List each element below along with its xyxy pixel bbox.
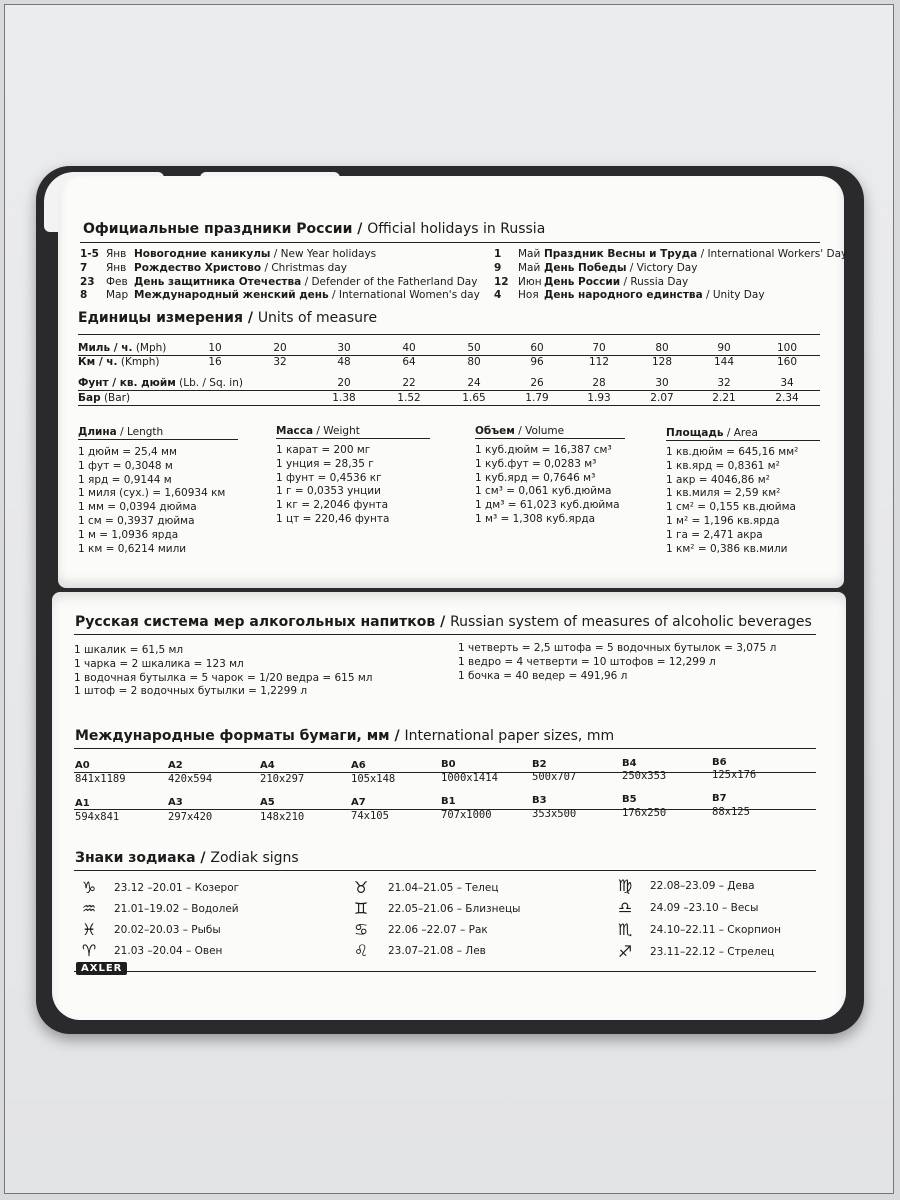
divider [74, 870, 816, 871]
bar-value: 1.38 [332, 392, 356, 404]
divider [276, 438, 430, 439]
mass-item: 1 унция = 28,35 г [276, 457, 374, 470]
paper-size-label: A6 [351, 760, 366, 771]
holiday-row: 12 Июн День России / Russia Day [494, 275, 689, 288]
alcohol-item: 1 четверть = 2,5 штофа = 5 водочных бутылок = 3,075 л [458, 642, 777, 654]
paper-size-label: A7 [351, 797, 366, 808]
zodiac-item: 22.05–21.06 – Близнецы [388, 903, 521, 915]
mph-value: 60 [530, 342, 544, 354]
holidays-title: Официальные праздники России / Official holidays in Russia [83, 221, 546, 237]
psi-value: 30 [655, 377, 669, 389]
paper-size-label: B7 [712, 793, 727, 804]
divider [80, 242, 820, 243]
divider [475, 438, 625, 439]
zodiac-title: Знаки зодиака / Zodiak signs [75, 850, 299, 866]
area-item: 1 кв.дюйм = 645,16 мм² [666, 446, 799, 458]
holidays-left-list [80, 248, 480, 303]
alcohol-right-list [458, 642, 776, 683]
length-item: 1 миля (сух.) = 1,60934 км [78, 487, 226, 500]
zodiac-item: 23.07–21.08 – Лев [388, 945, 486, 957]
divider [78, 334, 820, 335]
area-title: Площадь / Area [666, 427, 758, 439]
bar-value: 1.79 [525, 392, 549, 404]
volume-item: 1 см³ = 0,061 куб.дюйма [475, 485, 612, 498]
paper-size-value: 250x353 [622, 770, 667, 782]
virgo-icon: ♍ [617, 876, 633, 895]
paper-size-value: 88x125 [712, 806, 750, 818]
paper-size-value: 148x210 [260, 811, 305, 823]
mph-value: 50 [467, 342, 481, 354]
kmh-value: 32 [273, 356, 287, 368]
kmh-value: 160 [776, 356, 798, 368]
kmh-value: 144 [713, 356, 735, 368]
zodiac-item: 22.06 –22.07 – Рак [388, 924, 488, 936]
holiday-row: 1-5 Янв Новогодние каникулы / New Year holidays [80, 248, 377, 260]
kmh-value: 16 [208, 356, 222, 368]
area-list [666, 446, 798, 556]
psi-value: 32 [717, 377, 731, 389]
divider [78, 439, 238, 440]
kmh-value: 64 [402, 356, 416, 368]
paper-size-label: A3 [168, 797, 183, 808]
kmh-value: 48 [337, 356, 351, 368]
paper-size-value: 125x176 [712, 769, 757, 781]
mph-value: 40 [402, 342, 416, 354]
bar-label: Бар (Bar) [78, 392, 131, 404]
psi-value: 34 [780, 377, 794, 389]
capricorn-icon: ♑ [81, 878, 97, 897]
holidays-right-list [494, 248, 847, 303]
alcohol-item: 1 чарка = 2 шкалика = 123 мл [74, 657, 244, 670]
paper-size-label: A2 [168, 760, 183, 771]
paper-size-label: B6 [712, 757, 727, 768]
paper-size-value: 176x250 [622, 807, 667, 819]
kmh-value: 112 [588, 356, 610, 368]
paper-size-value: 1000x1414 [441, 772, 498, 784]
paper-size-value: 841x1189 [75, 773, 126, 785]
mph-label: Миль / ч. (Mph) [78, 342, 167, 354]
divider [78, 390, 820, 391]
area-item: 1 кв.ярд = 0,8361 м² [666, 459, 780, 472]
length-item: 1 см = 0,3937 дюйма [78, 514, 195, 527]
mass-title: Масса / Weight [276, 425, 360, 437]
alcohol-item: 1 водочная бутылка = 5 чарок = 1/20 ведра = 615 мл [74, 671, 373, 684]
paper-size-value: 210x297 [260, 773, 305, 785]
holiday-row: 1 Май Праздник Весны и Труда / International Workers' Day [494, 248, 848, 260]
psi-value: 28 [592, 377, 606, 389]
volume-item: 1 куб.дюйм = 16,387 см³ [475, 444, 612, 456]
volume-list [475, 444, 620, 527]
area-item: 1 м² = 1,196 кв.ярда [666, 514, 780, 527]
kmh-value: 128 [651, 356, 673, 368]
length-title: Длина / Length [78, 426, 164, 438]
divider [666, 440, 820, 441]
zodiac-item: 23.11–22.12 – Стрелец [650, 946, 775, 958]
mass-item: 1 г = 0,0353 унции [276, 485, 381, 498]
paper-size-value: 594x841 [75, 811, 120, 823]
psi-value: 20 [337, 377, 351, 389]
length-item: 1 фут = 0,3048 м [78, 459, 173, 472]
paper-title: Международные форматы бумаги, мм / International paper sizes, mm [75, 728, 615, 744]
zodiac-item: 21.03 –20.04 – Овен [114, 945, 223, 957]
volume-item: 1 м³ = 1,308 куб.ярда [475, 512, 596, 525]
mph-value: 20 [273, 342, 287, 354]
bar-value: 2.34 [775, 392, 799, 404]
area-item: 1 кв.миля = 2,59 км² [666, 487, 781, 500]
paper-size-label: B5 [622, 794, 637, 805]
mph-value: 100 [776, 342, 798, 354]
length-item: 1 дюйм = 25,4 мм [78, 446, 177, 458]
alcohol-title: Русская система мер алкогольных напитков / Russian system of measures of alcoholic beverages [75, 614, 812, 630]
bar-value: 2.07 [650, 392, 674, 404]
zodiac-item: 24.10–22.11 – Скорпион [650, 924, 782, 936]
taurus-icon: ♉ [353, 878, 369, 897]
bar-value: 2.21 [712, 392, 736, 404]
mass-list [276, 444, 389, 527]
bar-value: 1.65 [462, 392, 486, 404]
aquarius-icon: ♒ [81, 899, 97, 918]
psi-value: 26 [530, 377, 544, 389]
mph-value: 90 [717, 342, 731, 354]
paper-size-value: 105x148 [351, 773, 396, 785]
paper-size-label: B1 [441, 796, 456, 807]
mass-item: 1 цт = 220,46 фунта [276, 512, 390, 525]
mass-item: 1 карат = 200 мг [276, 444, 371, 456]
paper-size-label: A4 [260, 760, 275, 771]
paper-size-value: 500x707 [532, 771, 577, 783]
zodiac-item: 22.08–23.09 – Дева [650, 880, 755, 892]
mph-value: 70 [592, 342, 606, 354]
alcohol-item: 1 шкалик = 61,5 мл [74, 644, 184, 656]
mph-value: 10 [208, 342, 222, 354]
area-item: 1 акр = 4046,86 м² [666, 473, 770, 486]
divider [74, 748, 816, 749]
paper-size-label: B2 [532, 759, 547, 770]
mass-item: 1 кг = 2,2046 фунта [276, 499, 389, 512]
length-item: 1 ярд = 0,9144 м [78, 473, 172, 486]
kmh-value: 96 [530, 356, 544, 368]
paper-size-label: A5 [260, 797, 275, 808]
bottom-page [52, 592, 846, 1020]
pisces-icon: ♓ [81, 920, 97, 939]
units-title: Единицы измерения / Units of measure [78, 310, 378, 326]
divider [78, 405, 820, 406]
bar-value: 1.93 [587, 392, 611, 404]
paper-size-value: 707x1000 [441, 809, 492, 821]
volume-item: 1 куб.ярд = 0,7646 м³ [475, 471, 596, 484]
volume-item: 1 куб.фут = 0,0283 м³ [475, 457, 597, 470]
scorpio-icon: ♏ [617, 920, 633, 939]
paper-size-label: B3 [532, 795, 547, 806]
alcohol-item: 1 бочка = 40 ведер = 491,96 л [458, 669, 628, 682]
area-item: 1 см² = 0,155 кв.дюйма [666, 501, 796, 514]
cancer-icon: ♋ [353, 920, 369, 939]
divider [74, 634, 816, 635]
paper-size-value: 353x500 [532, 808, 577, 820]
length-item: 1 км = 0,6214 мили [78, 542, 187, 555]
zodiac-item: 20.02–20.03 – Рыбы [114, 924, 221, 936]
kmh-label: Км / ч. (Kmph) [78, 356, 160, 368]
alcohol-item: 1 ведро = 4 четверти = 10 штофов = 12,299 л [458, 655, 716, 668]
libra-icon: ♎ [617, 898, 633, 917]
gemini-icon: ♊ [353, 899, 369, 918]
zodiac-item: 24.09 –23.10 – Весы [650, 902, 759, 914]
mph-value: 30 [337, 342, 351, 354]
holiday-row: 4 Ноя День народного единства / Unity Day [494, 289, 765, 302]
mass-item: 1 фунт = 0,4536 кг [276, 471, 382, 484]
psi-value: 22 [402, 377, 416, 389]
bar-value: 1.52 [397, 392, 421, 404]
length-item: 1 мм = 0,0394 дюйма [78, 501, 197, 514]
top-page [58, 176, 848, 588]
alcohol-left-list [74, 644, 373, 699]
paper-size-value: 297x420 [168, 811, 213, 823]
sagittarius-icon: ♐ [617, 942, 633, 961]
paper-size-label: B0 [441, 759, 456, 770]
area-item: 1 га = 2,471 акра [666, 528, 763, 541]
kmh-value: 80 [467, 356, 481, 368]
volume-item: 1 дм³ = 61,023 куб.дюйма [475, 499, 620, 512]
paper-size-value: 74x105 [351, 810, 389, 822]
aries-icon: ♈ [81, 941, 97, 960]
paper-size-value: 420x594 [168, 773, 213, 785]
mph-value: 80 [655, 342, 669, 354]
paper-size-label: A1 [75, 798, 90, 809]
paper-size-label: B4 [622, 758, 637, 769]
leo-icon: ♌ [353, 941, 369, 960]
holiday-row: 8 Мар Международный женский день / International Women's day [80, 289, 480, 302]
zodiac-item: 21.01–19.02 – Водолей [114, 903, 239, 915]
alcohol-item: 1 штоф = 2 водочных бутылки = 1,2299 л [74, 685, 308, 698]
length-list [78, 446, 225, 556]
paper-size-label: A0 [75, 760, 90, 771]
holiday-row: 9 Май День Победы / Victory Day [494, 261, 698, 274]
area-item: 1 км² = 0,386 кв.мили [666, 542, 788, 555]
divider [74, 971, 816, 972]
brand-logo: AXLER [76, 962, 127, 975]
zodiac-item: 23.12 –20.01 – Козерог [114, 882, 240, 894]
length-item: 1 м = 1,0936 ярда [78, 528, 179, 541]
volume-title: Объем / Volume [475, 425, 565, 437]
psi-value: 24 [467, 377, 481, 389]
holiday-row: 7 Янв Рождество Христово / Christmas day [80, 261, 347, 274]
psi-label: Фунт / кв. дюйм (Lb. / Sq. in) [78, 377, 243, 389]
holiday-row: 23 Фев День защитника Отечества / Defender of the Fatherland Day [80, 275, 478, 288]
zodiac-item: 21.04–21.05 – Телец [388, 882, 499, 894]
